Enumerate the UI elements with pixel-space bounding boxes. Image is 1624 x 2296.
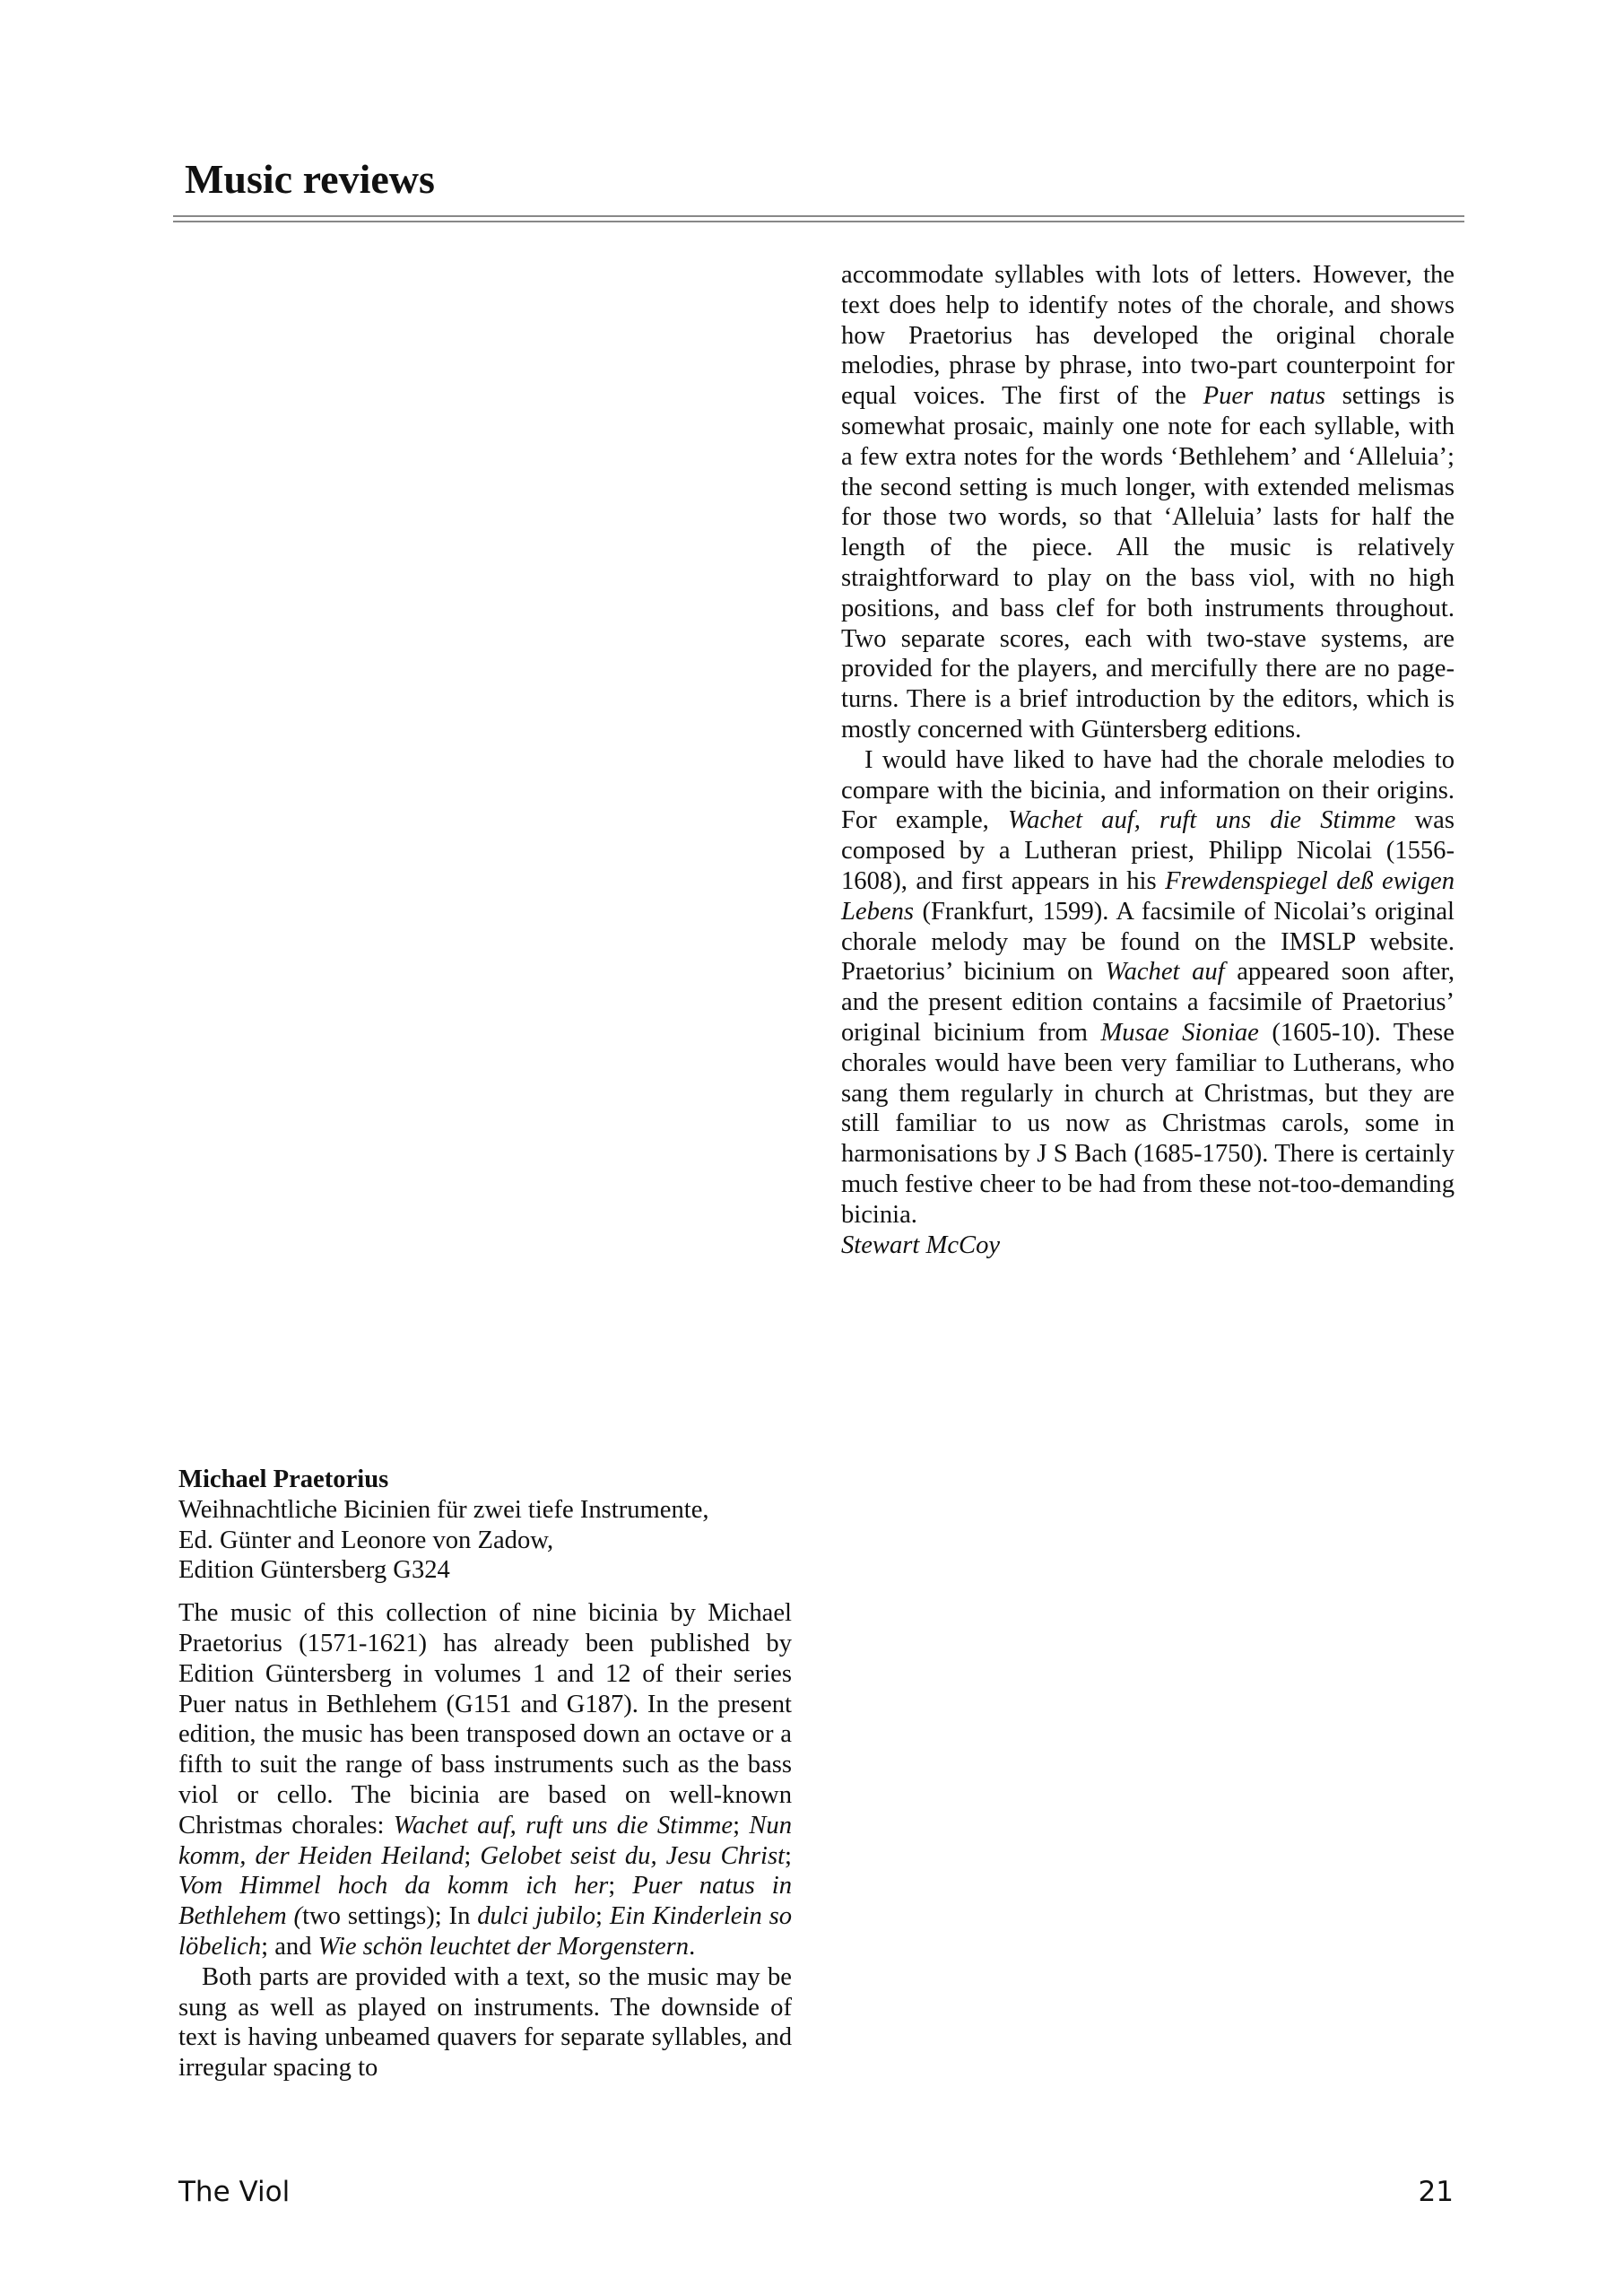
text-run: The music of this collection of nine bicinia by Michael Praetorius (1571-1621) has already been published by Edition Güntersberg in volumes 1 and 12 of their series Puer natus in Bethlehem (G151 and G187). In the present edition, the music has been transposed down an octave or a fifth to suit the range of bass instruments such as the bass viol or cello. The bicinia are based on well-known Christmas chorales:: [178, 1599, 792, 1839]
text-run: ;: [464, 1841, 481, 1870]
review-closing-paragraph: [841, 745, 1455, 1231]
text-run: ;: [733, 1811, 750, 1839]
review-continuation-paragraph: [841, 260, 1455, 745]
journal-name: The Viol: [178, 2176, 291, 2208]
work-title: Weihnachtliche Bicinien für zwei tiefe Instrumente,: [178, 1495, 709, 1524]
italic-title-run: dulci jubilo: [477, 1902, 596, 1931]
italic-title-run: Ein Kinderlein so löbelich: [178, 1902, 793, 1961]
italic-title-run: Wachet auf, ruft uns die Stimme: [1007, 806, 1396, 835]
review-second-paragraph: [178, 1962, 792, 2083]
text-run: ;: [785, 1841, 792, 1870]
text-run: settings is somewhat prosaic, mainly one note for each syllable, with a few extra notes for the words ‘Bethlehem’ and ‘Alleluia’; the second setting is much longer, with extended melismas for those two words, so that ‘Alleluia’ lasts for half the length of the piece. All the music is relatively straightforward to play on the bass viol, with no high positions, and bass clef for both instruments throughout. Two separate scores, each with two-stave systems, are provided for the players, and mercifully there are no page-turns. There is a brief introduction by the editors, which is mostly concerned with Güntersberg editions.: [841, 382, 1455, 744]
left-column: [178, 1465, 792, 2083]
right-column: [841, 260, 1455, 1260]
text-run: Both parts are provided with a text, so the music may be sung as well as played on instruments. The downside of text is having unbeamed quavers for separate syllables, and irregular spacing to: [178, 1962, 792, 2083]
text-run: (Frankfurt, 1599). A facsimile of Nicolai’s original chorale melody may be found on the IMSLP website. Praetorius’ bicinium on: [841, 897, 1455, 987]
text-run: (1605-10). These chorales would have been very familiar to Lutherans, who sang them regularly in church at Christmas, but they are still familiar to us now as Christmas carols, some in harmonisations by J S Bach (1685-1750). There is certainly much festive cheer to be had from these not-too-demanding bicinia.: [841, 1018, 1455, 1229]
text-run: appeared soon after, and the present edition contains a facsimile of Praetorius’ original bicinium from: [841, 958, 1455, 1047]
review-intro-paragraph: [178, 1598, 792, 1962]
italic-title-run: Nun komm, der Heiden Heiland: [178, 1811, 793, 1870]
italic-title-run: Puer natus in Bethlehem (: [178, 1872, 792, 1931]
italic-title-run: Gelobet seist du, Jesu Christ: [480, 1841, 786, 1870]
page-header: [173, 152, 1464, 222]
italic-title-run: Frewdenspiegel deß ewigen Lebens: [841, 866, 1455, 926]
text-run: accommodate syllables with lots of letters. However, the text does help to identify notes of the chorale, and shows how Praetorius has developed the original chorale melodies, phrase by phrase, into two-part counterpoint for equal voices. The first of the: [841, 261, 1455, 411]
italic-title-run: Wie schön leuchtet der Morgenstern: [317, 1932, 690, 1961]
italic-title-run: Puer natus: [1203, 382, 1325, 411]
italic-title-run: Vom Himmel hoch da komm ich her: [178, 1872, 609, 1900]
composer-name: Michael Praetorius: [178, 1465, 389, 1493]
section-title: Music reviews: [185, 156, 435, 202]
text-run: two settings); In: [302, 1902, 478, 1931]
italic-title-run: Wachet auf: [1105, 958, 1225, 987]
editors: Ed. Günter and Leonore von Zadow,: [178, 1526, 554, 1554]
page-number: 21: [1418, 2176, 1454, 2208]
header-rule-top: [173, 215, 1464, 217]
reviewer-signature: Stewart McCoy: [841, 1231, 1001, 1259]
text-run: ;: [595, 1902, 610, 1931]
text-run: .: [689, 1932, 696, 1961]
text-run: I would have liked to have had the chorale melodies to compare with the bicinia, and information on their origins. For example,: [841, 745, 1455, 835]
text-run: ; and: [261, 1932, 318, 1961]
header-rule-bottom: [173, 221, 1464, 222]
italic-title-run: Musae Sioniae: [1100, 1018, 1259, 1047]
text-run: was composed by a Lutheran priest, Philipp Nicolai (1556-1608), and first appears in his: [841, 806, 1455, 895]
review-heading: [178, 1465, 792, 1586]
text-run: ;: [608, 1872, 633, 1900]
italic-title-run: Wachet auf, ruft uns die Stimme: [393, 1811, 734, 1839]
publisher: Edition Güntersberg G324: [178, 1556, 450, 1585]
